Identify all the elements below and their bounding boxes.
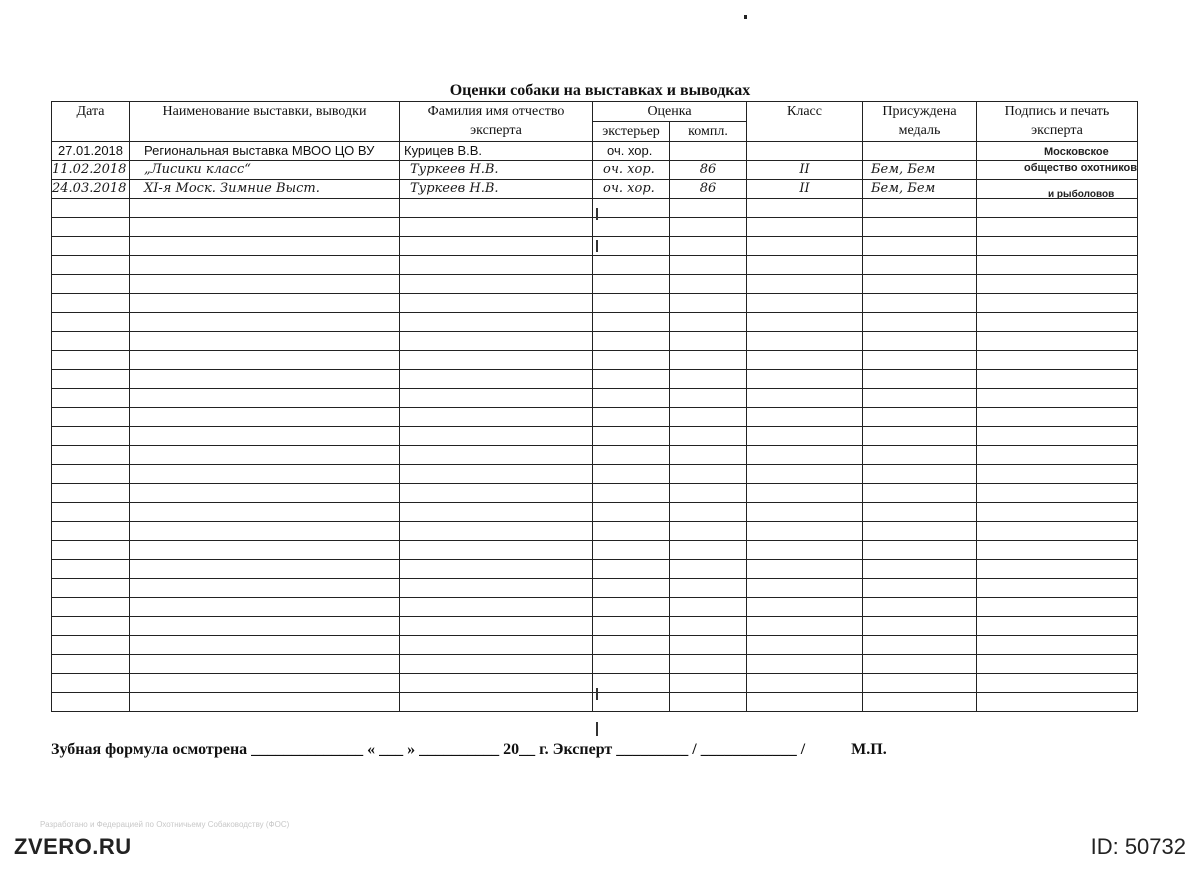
empty-cell <box>863 351 977 370</box>
dental-formula-text: Зубная формула осмотрена ______________ « ___ » __________ 20__ г. Эксперт _________ / ____________ / <box>51 741 806 758</box>
empty-cell <box>977 237 1138 256</box>
empty-cell <box>863 484 977 503</box>
empty-cell <box>670 655 747 674</box>
scores-table <box>51 101 1138 712</box>
empty-cell <box>863 237 977 256</box>
empty-cell <box>52 199 130 218</box>
table-row <box>52 180 1138 199</box>
empty-cell <box>52 446 130 465</box>
empty-cell <box>670 332 747 351</box>
empty-cell <box>863 370 977 389</box>
empty-cell <box>863 674 977 693</box>
empty-cell <box>863 636 977 655</box>
header-class: Класс <box>747 102 863 142</box>
empty-cell <box>130 351 400 370</box>
empty-cell <box>130 275 400 294</box>
empty-cell <box>977 655 1138 674</box>
empty-cell <box>977 427 1138 446</box>
expert-stamp <box>1010 132 1160 212</box>
empty-cell <box>400 465 593 484</box>
empty-cell <box>863 522 977 541</box>
table-row <box>52 484 1138 503</box>
empty-cell <box>52 237 130 256</box>
empty-cell <box>130 427 400 446</box>
empty-cell <box>130 560 400 579</box>
empty-cell <box>977 484 1138 503</box>
empty-cell <box>670 256 747 275</box>
empty-cell <box>593 598 670 617</box>
empty-cell <box>400 313 593 332</box>
empty-cell <box>863 427 977 446</box>
empty-cell <box>130 199 400 218</box>
empty-cell <box>593 541 670 560</box>
empty-cell <box>130 693 400 712</box>
page-title: Оценки собаки на выставках и выводках <box>449 82 751 99</box>
empty-cell <box>977 446 1138 465</box>
empty-cell <box>52 560 130 579</box>
empty-cell <box>863 541 977 560</box>
empty-cell <box>593 617 670 636</box>
empty-cell <box>863 617 977 636</box>
empty-cell <box>747 617 863 636</box>
empty-cell <box>593 199 670 218</box>
cell-class <box>747 142 863 161</box>
stamp-place-label: М.П. <box>851 741 887 758</box>
empty-cell <box>747 294 863 313</box>
empty-cell <box>977 636 1138 655</box>
empty-cell <box>52 484 130 503</box>
empty-cell <box>52 636 130 655</box>
cell-medal <box>863 142 977 161</box>
header-medal-line1: Присуждена <box>882 104 957 119</box>
empty-cell <box>670 579 747 598</box>
empty-cell <box>670 446 747 465</box>
header-expert-line1: Фамилия имя отчество <box>427 104 565 119</box>
empty-cell <box>747 313 863 332</box>
empty-cell <box>400 598 593 617</box>
cell-exterior: оч. хор. <box>593 142 670 161</box>
empty-cell <box>670 484 747 503</box>
empty-cell <box>52 408 130 427</box>
empty-cell <box>670 503 747 522</box>
empty-cell <box>130 617 400 636</box>
empty-cell <box>863 408 977 427</box>
empty-cell <box>747 446 863 465</box>
table-row <box>52 503 1138 522</box>
empty-cell <box>400 636 593 655</box>
table-row <box>52 655 1138 674</box>
empty-cell <box>130 598 400 617</box>
table-row <box>52 560 1138 579</box>
cell-class: II <box>747 161 863 180</box>
table-row <box>52 408 1138 427</box>
empty-cell <box>747 693 863 712</box>
empty-cell <box>747 598 863 617</box>
ink-dot <box>744 15 747 19</box>
empty-cell <box>400 541 593 560</box>
empty-cell <box>593 256 670 275</box>
empty-cell <box>52 503 130 522</box>
watermark-id: ID: 50732 <box>1090 834 1186 859</box>
empty-cell <box>977 332 1138 351</box>
empty-cell <box>747 427 863 446</box>
cell-show: XI-я Моск. Зимние Выст. <box>130 180 400 199</box>
empty-cell <box>400 579 593 598</box>
empty-cell <box>400 408 593 427</box>
header-show-name: Наименование выставки, выводки <box>130 102 400 142</box>
header-expert-line2: эксперта <box>470 123 522 138</box>
empty-cell <box>52 370 130 389</box>
empty-cell <box>400 427 593 446</box>
empty-cell <box>130 218 400 237</box>
empty-cell <box>400 503 593 522</box>
empty-cell <box>863 598 977 617</box>
dental-formula-line <box>51 741 887 759</box>
empty-cell <box>863 294 977 313</box>
empty-cell <box>593 693 670 712</box>
empty-cell <box>400 522 593 541</box>
empty-cell <box>593 522 670 541</box>
empty-cell <box>863 313 977 332</box>
empty-cell <box>747 256 863 275</box>
empty-cell <box>747 275 863 294</box>
empty-cell <box>863 503 977 522</box>
empty-cell <box>863 256 977 275</box>
header-expert <box>400 102 593 142</box>
empty-cell <box>670 465 747 484</box>
empty-cell <box>863 199 977 218</box>
empty-cell <box>400 446 593 465</box>
empty-cell <box>747 199 863 218</box>
cell-kompl: 86 <box>670 161 747 180</box>
empty-cell <box>747 560 863 579</box>
empty-cell <box>670 408 747 427</box>
table-row <box>52 541 1138 560</box>
empty-cell <box>593 275 670 294</box>
empty-cell <box>863 389 977 408</box>
empty-cell <box>130 408 400 427</box>
empty-cell <box>977 503 1138 522</box>
empty-cell <box>670 294 747 313</box>
cell-medal: Бем, Бем <box>863 180 977 199</box>
table-row <box>52 161 1138 180</box>
empty-cell <box>670 617 747 636</box>
empty-cell <box>130 313 400 332</box>
empty-cell <box>593 332 670 351</box>
empty-cell <box>130 579 400 598</box>
table-row <box>52 351 1138 370</box>
empty-cell <box>130 636 400 655</box>
empty-cell <box>747 465 863 484</box>
header-score: Оценка <box>593 102 747 122</box>
empty-cell <box>52 541 130 560</box>
empty-cell <box>400 674 593 693</box>
header-kompl: компл. <box>670 122 747 142</box>
empty-cell <box>977 408 1138 427</box>
empty-cell <box>593 636 670 655</box>
empty-cell <box>863 446 977 465</box>
empty-cell <box>747 370 863 389</box>
empty-cell <box>130 484 400 503</box>
pen-mark <box>596 688 598 700</box>
empty-cell <box>593 313 670 332</box>
empty-cell <box>977 313 1138 332</box>
empty-cell <box>52 579 130 598</box>
empty-cell <box>977 674 1138 693</box>
faint-footnote: Разработано и Федерацией по Охотничьему Собаководству (ФОС) <box>40 820 290 829</box>
empty-cell <box>863 275 977 294</box>
empty-cell <box>747 389 863 408</box>
empty-cell <box>130 370 400 389</box>
empty-cell <box>52 351 130 370</box>
empty-cell <box>52 313 130 332</box>
empty-cell <box>52 294 130 313</box>
empty-cell <box>400 237 593 256</box>
empty-cell <box>400 693 593 712</box>
empty-cell <box>977 522 1138 541</box>
table-row <box>52 389 1138 408</box>
table-row <box>52 256 1138 275</box>
empty-cell <box>670 522 747 541</box>
empty-cell <box>52 655 130 674</box>
table-row <box>52 218 1138 237</box>
empty-cell <box>747 332 863 351</box>
empty-cell <box>130 332 400 351</box>
empty-cell <box>863 579 977 598</box>
header-medal-line2: медаль <box>898 123 941 138</box>
empty-cell <box>400 484 593 503</box>
empty-cell <box>670 389 747 408</box>
empty-cell <box>130 389 400 408</box>
empty-cell <box>400 389 593 408</box>
empty-cell <box>593 237 670 256</box>
empty-cell <box>593 389 670 408</box>
empty-cell <box>670 275 747 294</box>
stamp-line2: общество охотников <box>1024 162 1138 174</box>
table-row <box>52 674 1138 693</box>
empty-cell <box>977 275 1138 294</box>
table-row <box>52 237 1138 256</box>
empty-cell <box>977 256 1138 275</box>
empty-cell <box>747 541 863 560</box>
empty-cell <box>130 237 400 256</box>
empty-cell <box>400 218 593 237</box>
cell-medal: Бем, Бем <box>863 161 977 180</box>
empty-cell <box>747 218 863 237</box>
empty-cell <box>670 598 747 617</box>
empty-cell <box>670 427 747 446</box>
table-row <box>52 427 1138 446</box>
empty-cell <box>747 579 863 598</box>
empty-cell <box>670 674 747 693</box>
table-row <box>52 598 1138 617</box>
empty-cell <box>593 484 670 503</box>
empty-cell <box>863 693 977 712</box>
cell-expert: Туркеев Н.В. <box>400 161 593 180</box>
empty-cell <box>400 256 593 275</box>
empty-cell <box>977 541 1138 560</box>
header-signature-line2: эксперта <box>1031 123 1083 138</box>
empty-cell <box>400 294 593 313</box>
empty-cell <box>130 446 400 465</box>
header-medal <box>863 102 977 142</box>
empty-cell <box>52 275 130 294</box>
table-row <box>52 522 1138 541</box>
table-row <box>52 313 1138 332</box>
empty-cell <box>52 598 130 617</box>
empty-cell <box>670 313 747 332</box>
empty-cell <box>747 237 863 256</box>
empty-cell <box>130 541 400 560</box>
empty-cell <box>130 655 400 674</box>
empty-cell <box>593 218 670 237</box>
cell-show: Региональная выставка МВОО ЦО ВУ <box>130 142 400 161</box>
table-row <box>52 332 1138 351</box>
empty-cell <box>863 560 977 579</box>
empty-cell <box>130 522 400 541</box>
cell-show: „Лисики класс“ <box>130 161 400 180</box>
empty-cell <box>593 370 670 389</box>
empty-cell <box>863 332 977 351</box>
empty-cell <box>52 427 130 446</box>
empty-cell <box>863 218 977 237</box>
empty-cell <box>670 218 747 237</box>
empty-cell <box>747 674 863 693</box>
empty-cell <box>593 674 670 693</box>
empty-cell <box>52 218 130 237</box>
empty-cell <box>670 351 747 370</box>
pen-mark <box>596 208 598 220</box>
empty-cell <box>593 408 670 427</box>
table-row <box>52 294 1138 313</box>
cell-date: 27.01.2018 <box>52 142 130 161</box>
empty-cell <box>747 351 863 370</box>
cell-expert: Туркеев Н.В. <box>400 180 593 199</box>
empty-cell <box>977 389 1138 408</box>
empty-cell <box>593 427 670 446</box>
stamp-line3: и рыболовов <box>1048 189 1115 200</box>
empty-cell <box>977 598 1138 617</box>
empty-cell <box>400 332 593 351</box>
header-date: Дата <box>52 102 130 142</box>
empty-cell <box>130 674 400 693</box>
empty-cell <box>52 693 130 712</box>
table-row <box>52 199 1138 218</box>
empty-cell <box>747 636 863 655</box>
empty-cell <box>52 522 130 541</box>
empty-cell <box>747 408 863 427</box>
empty-cell <box>593 465 670 484</box>
cell-expert: Курицев В.В. <box>400 142 593 161</box>
empty-cell <box>670 199 747 218</box>
empty-cell <box>670 560 747 579</box>
empty-cell <box>400 275 593 294</box>
table-row <box>52 617 1138 636</box>
empty-cell <box>747 655 863 674</box>
empty-cell <box>593 294 670 313</box>
empty-cell <box>593 560 670 579</box>
empty-cell <box>52 617 130 636</box>
table-row <box>52 465 1138 484</box>
empty-cell <box>52 674 130 693</box>
cell-exterior: оч. хор. <box>593 180 670 199</box>
table-body <box>52 142 1138 712</box>
table-row <box>52 579 1138 598</box>
empty-cell <box>670 636 747 655</box>
empty-cell <box>130 256 400 275</box>
empty-cell <box>400 370 593 389</box>
empty-cell <box>52 256 130 275</box>
empty-cell <box>400 560 593 579</box>
header-signature-line1: Подпись и печать <box>1004 104 1110 119</box>
empty-cell <box>747 503 863 522</box>
pen-mark <box>596 240 598 252</box>
table-row <box>52 693 1138 712</box>
table-row <box>52 370 1138 389</box>
empty-cell <box>670 541 747 560</box>
cell-class: II <box>747 180 863 199</box>
empty-cell <box>52 465 130 484</box>
empty-cell <box>863 465 977 484</box>
empty-cell <box>593 579 670 598</box>
table-row <box>52 142 1138 161</box>
empty-cell <box>977 351 1138 370</box>
empty-cell <box>130 294 400 313</box>
pen-mark <box>596 722 598 736</box>
empty-cell <box>130 503 400 522</box>
empty-cell <box>400 617 593 636</box>
empty-cell <box>670 237 747 256</box>
empty-cell <box>977 218 1138 237</box>
cell-exterior: оч. хор. <box>593 161 670 180</box>
cell-kompl: 86 <box>670 180 747 199</box>
empty-cell <box>863 655 977 674</box>
empty-cell <box>593 655 670 674</box>
table-row <box>52 446 1138 465</box>
empty-cell <box>977 465 1138 484</box>
empty-cell <box>593 351 670 370</box>
empty-cell <box>977 560 1138 579</box>
empty-cell <box>977 370 1138 389</box>
watermark-brand: ZVERO.RU <box>14 834 132 859</box>
empty-cell <box>593 503 670 522</box>
empty-cell <box>747 484 863 503</box>
stamp-line1: Московское <box>1044 146 1109 158</box>
cell-date: 24.03.2018 <box>52 180 130 199</box>
empty-cell <box>593 446 670 465</box>
empty-cell <box>670 370 747 389</box>
empty-cell <box>400 655 593 674</box>
empty-cell <box>747 522 863 541</box>
cell-date: 11.02.2018 <box>52 161 130 180</box>
cell-kompl <box>670 142 747 161</box>
empty-cell <box>670 693 747 712</box>
empty-cell <box>977 693 1138 712</box>
empty-cell <box>400 199 593 218</box>
empty-cell <box>52 332 130 351</box>
empty-cell <box>977 617 1138 636</box>
header-exterior: экстерьер <box>593 122 670 142</box>
empty-cell <box>400 351 593 370</box>
table-row <box>52 275 1138 294</box>
empty-cell <box>52 389 130 408</box>
empty-cell <box>130 465 400 484</box>
empty-cell <box>977 579 1138 598</box>
table-row <box>52 636 1138 655</box>
empty-cell <box>977 294 1138 313</box>
